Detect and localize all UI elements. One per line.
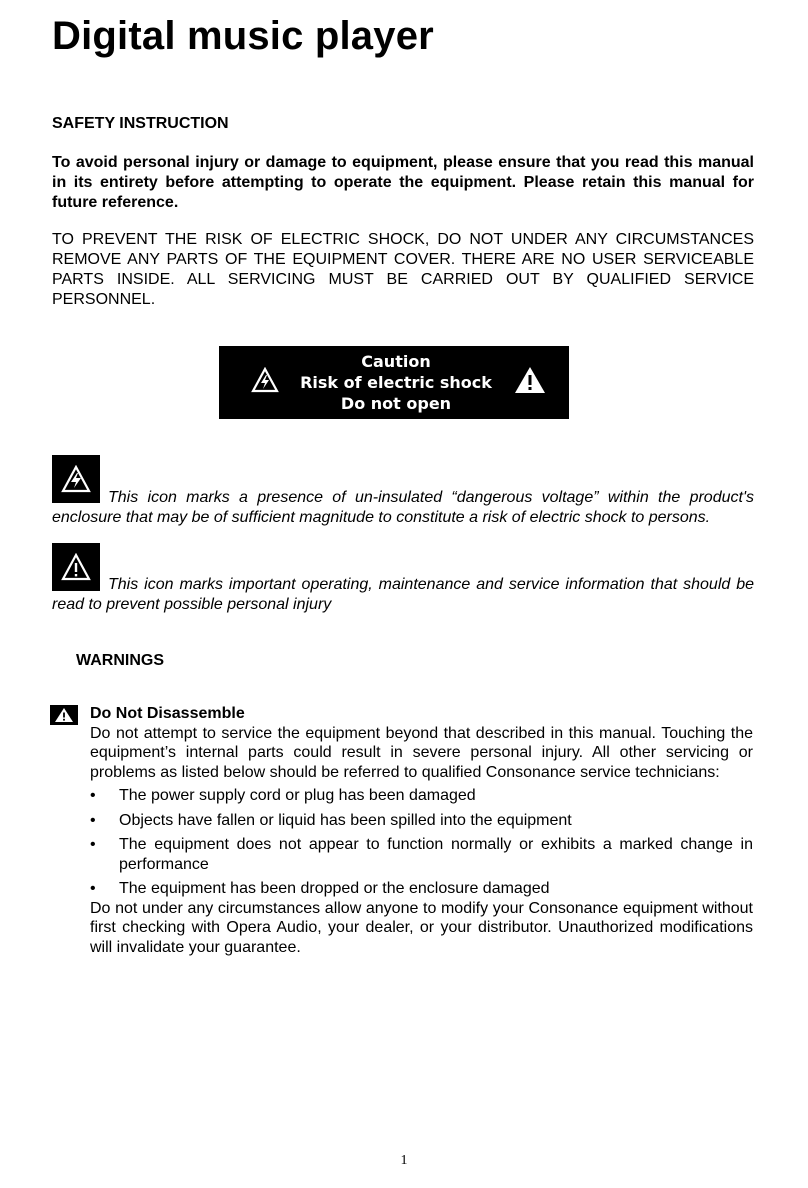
- caution-line-3: Do not open: [340, 394, 452, 413]
- section-closing: Do not under any circumstances allow anyone to modify your Consonance equipment without first checking with Opera Audio, your dealer, or your distributor. Unauthorized modifications will invalidate your guarantee.: [90, 899, 753, 956]
- section-title: Do Not Disassemble: [90, 705, 245, 722]
- warning-triangle-icon: [50, 705, 78, 725]
- voltage-note-text: This icon marks a presence of un-insulated “dangerous voltage” within the product's enclosure that may be of sufficient magnitude to constitute a risk of electric shock to persons.: [52, 489, 754, 526]
- intro-paragraph: To avoid personal injury or damage to equipment, please ensure that you read this manual in its entirety before attempting to operate the equipment. Please retain this manual for future reference.: [52, 154, 754, 211]
- voltage-icon-note: [52, 488, 754, 528]
- list-item: • The power supply cord or plug has been damaged: [90, 786, 753, 806]
- caution-line-1: Caution: [361, 352, 431, 371]
- safety-heading: SAFETY INSTRUCTION: [52, 115, 229, 132]
- exclamation-triangle-icon: [513, 365, 547, 400]
- section-body: Do not attempt to service the equipment beyond that described in this manual. Touching the equipment’s internal parts could result in severe personal injury. All other servicing or problems as listed below should be referred to qualified Consonance service technicians:: [90, 724, 753, 781]
- page-title: Digital music player: [52, 14, 434, 58]
- lightning-triangle-icon: [251, 367, 279, 398]
- damage-conditions-list: [90, 786, 753, 899]
- important-icon-note: [52, 575, 754, 615]
- warnings-heading: WARNINGS: [76, 652, 164, 669]
- list-item: • Objects have fallen or liquid has been spilled into the equipment: [90, 811, 753, 831]
- list-item: • The equipment does not appear to function normally or exhibits a marked change in performance: [90, 835, 753, 874]
- list-item: • The equipment has been dropped or the enclosure damaged: [90, 879, 753, 899]
- shock-warning-paragraph: TO PREVENT THE RISK OF ELECTRIC SHOCK, DO NOT UNDER ANY CIRCUMSTANCES REMOVE ANY PARTS OF THE EQUIPMENT COVER. THERE ARE NO USER SERVICEABLE PARTS INSIDE. ALL SERVICING MUST BE CARRIED OUT BY QUALIFIED SERVICE PERSONNEL.: [52, 231, 754, 308]
- caution-label: [219, 346, 569, 419]
- caution-line-2: Risk of electric shock: [300, 373, 492, 392]
- do-not-disassemble-section: [90, 704, 753, 957]
- caution-text: [300, 351, 492, 414]
- important-note-text: This icon marks important operating, maintenance and service information that should be read to prevent possible personal injury: [52, 576, 754, 613]
- page-number: 1: [400, 1153, 408, 1168]
